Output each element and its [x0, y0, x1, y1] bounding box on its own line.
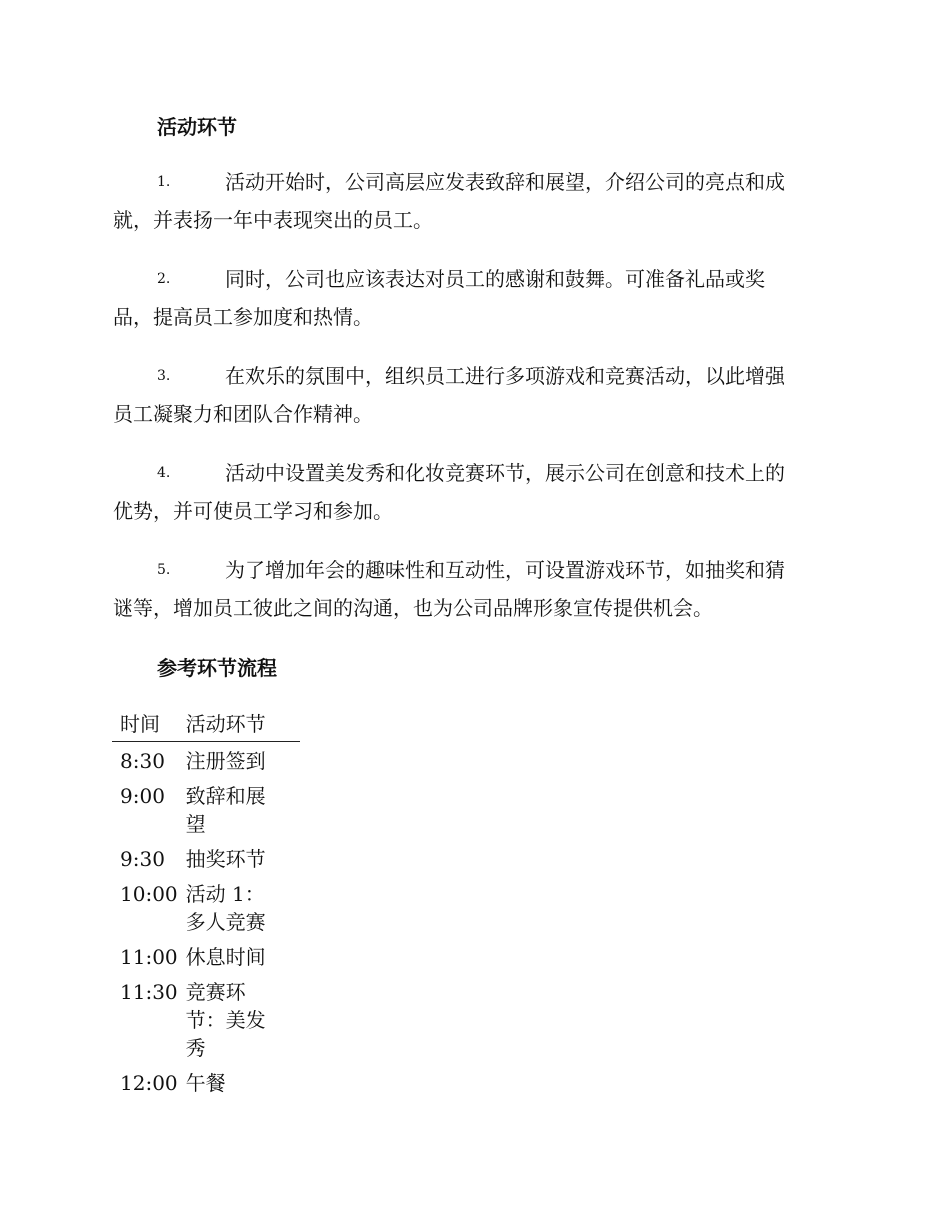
list-item-text-line2: 品，提高员工参加度和热情。 [113, 305, 373, 329]
cell-activity-text: 竞赛环节：美发秀 [185, 980, 266, 1060]
column-header-time: 时间 [112, 708, 178, 742]
list-item-text-line2: 就，并表扬一年中表现突出的员工。 [113, 208, 433, 232]
cell-activity [178, 875, 300, 938]
list-item-text-line1: 同时，公司也应该表达对员工的感谢和鼓舞。可准备礼品或奖 [225, 267, 765, 291]
table-row [112, 1064, 300, 1099]
schedule-table [112, 708, 300, 1099]
cell-time: 10:00 [120, 882, 178, 906]
list-item-number: 2. [157, 271, 171, 287]
list-item-text-line2: 谜等，增加员工彼此之间的沟通，也为公司品牌形象宣传提供机会。 [113, 596, 713, 620]
list-item [113, 357, 838, 433]
table-row [112, 742, 300, 778]
table-header-row [112, 708, 300, 742]
table-row [112, 875, 300, 938]
table-row [112, 840, 300, 875]
list-item-number: 5. [157, 562, 171, 578]
cell-activity [178, 742, 300, 778]
cell-activity-text: 午餐 [185, 1071, 226, 1095]
list-item-number: 3. [157, 368, 171, 384]
list-item-number: 4. [157, 465, 171, 481]
column-header-activity: 活动环节 [178, 708, 300, 742]
cell-activity-text: 致辞和展望 [185, 784, 266, 836]
list-item-text-line1: 为了增加年会的趣味性和互动性，可设置游戏环节，如抽奖和猜 [225, 558, 785, 582]
cell-activity-text: 休息时间 [185, 945, 266, 969]
list-item [113, 260, 838, 336]
cell-activity [178, 938, 300, 973]
list-item-text-line1: 活动开始时，公司高层应发表致辞和展望，介绍公司的亮点和成 [225, 170, 785, 194]
list-item-text-line1: 在欢乐的氛围中，组织员工进行多项游戏和竞赛活动，以此增强 [225, 364, 785, 388]
list-item-number: 1. [157, 174, 171, 190]
section-heading-flow: 参考环节流程 [157, 656, 277, 680]
cell-time: 11:00 [120, 945, 178, 969]
table-row [112, 973, 300, 1064]
table-row [112, 777, 300, 840]
list-item [113, 454, 838, 530]
list-item [113, 551, 838, 627]
cell-activity [178, 840, 300, 875]
cell-activity [178, 777, 300, 840]
cell-activity [178, 1064, 300, 1099]
cell-activity [178, 973, 300, 1064]
list-item-text-line2: 员工凝聚力和团队合作精神。 [113, 402, 373, 426]
cell-time: 9:30 [120, 847, 165, 871]
list-item [113, 163, 838, 239]
cell-time: 12:00 [120, 1071, 178, 1095]
cell-activity-text: 注册签到 [185, 749, 266, 773]
table-row [112, 938, 300, 973]
cell-time: 9:00 [120, 784, 165, 808]
list-item-text-line2: 优势，并可使员工学习和参加。 [113, 499, 393, 523]
cell-time: 11:30 [120, 980, 178, 1004]
cell-time: 8:30 [120, 749, 165, 773]
cell-activity-text: 活动 1：多人竞赛 [185, 882, 266, 934]
list-item-text-line1: 活动中设置美发秀和化妆竞赛环节，展示公司在创意和技术上的 [225, 461, 785, 485]
section-heading-activities: 活动环节 [157, 115, 237, 139]
cell-activity-text: 抽奖环节 [185, 847, 266, 871]
